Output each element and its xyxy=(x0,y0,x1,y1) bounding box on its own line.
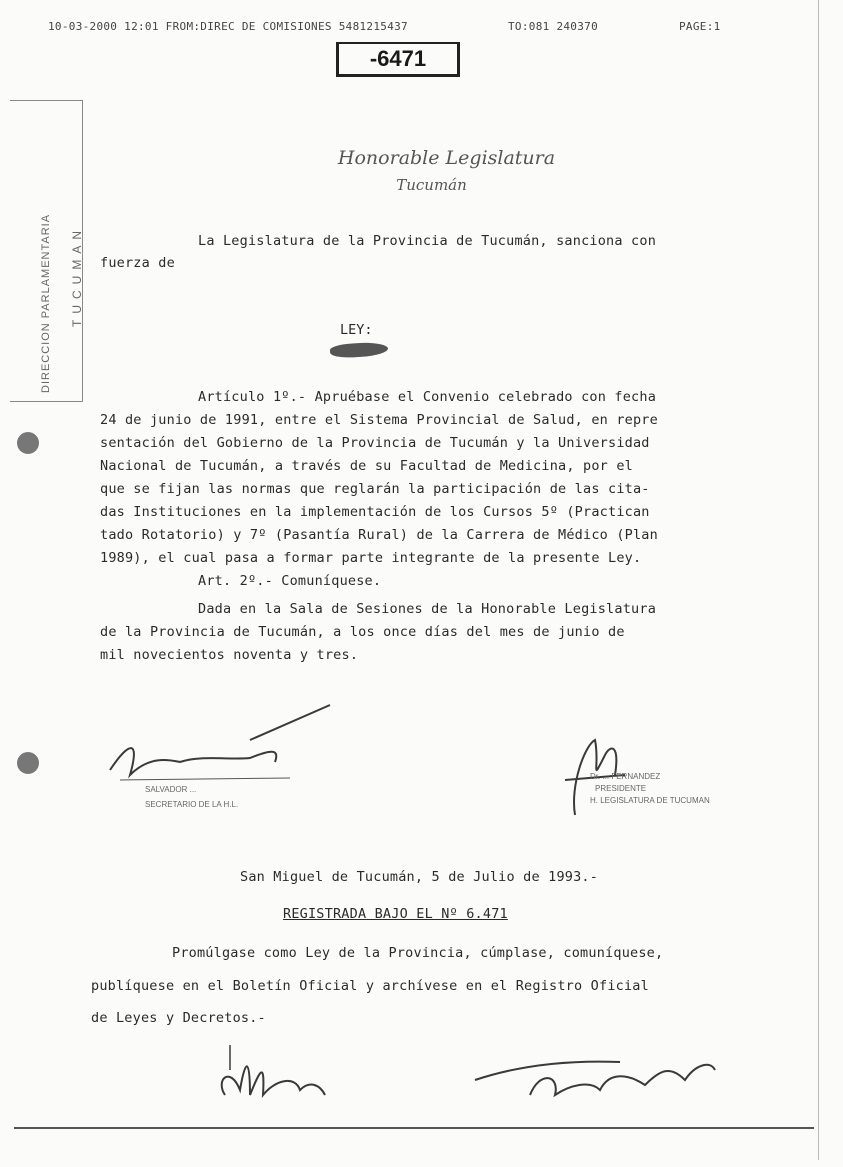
signature-left-caption: SECRETARIO DE LA H.L. xyxy=(145,800,239,809)
dada-line: de la Provincia de Tucumán, a los once días del mes de junio de xyxy=(100,624,625,640)
page-right-edge xyxy=(818,0,819,1160)
fax-header-page: PAGE:1 xyxy=(679,20,721,33)
side-stamp-line2: TUCUMAN xyxy=(70,225,84,327)
dada-line: mil novecientos noventa y tres. xyxy=(100,647,359,663)
article-1-line: tado Rotatorio) y 7º (Pasantía Rural) de la Carrera de Médico (Plan xyxy=(100,527,658,543)
signature-promulgation-left xyxy=(205,1040,345,1110)
article-1-line: Nacional de Tucumán, a través de su Facultad de Medicina, por el xyxy=(100,458,633,474)
dada-line: Dada en la Sala de Sesiones de la Honorable Legislatura xyxy=(198,601,657,617)
signature-right-caption: Dr. ... FERNANDEZ xyxy=(590,772,661,781)
preamble-line: fuerza de xyxy=(100,255,175,271)
article-1-line: 1989), el cual pasa a formar parte integrante de la presente Ley. xyxy=(100,550,642,566)
signature-left xyxy=(100,700,340,790)
signature-right-caption: H. LEGISLATURA DE TUCUMAN xyxy=(590,796,710,805)
article-1-line: sentación del Gobierno de la Provincia de Tucumán y la Universidad xyxy=(100,435,650,451)
article-1-line: Artículo 1º.- Apruébase el Convenio celebrado con fecha xyxy=(198,389,657,405)
ink-blot xyxy=(330,341,389,359)
article-2: Art. 2º.- Comuníquese. xyxy=(198,573,382,589)
fax-header-recipient: TO:081 240370 xyxy=(508,20,598,33)
article-1-line: 24 de junio de 1991, entre el Sistema Provincial de Salud, en repre xyxy=(100,412,658,428)
article-1-line: que se fijan las normas que reglarán la participación de las cita- xyxy=(100,481,650,497)
letterhead-place: Tucumán xyxy=(396,176,467,194)
page-bottom-rule xyxy=(14,1127,814,1129)
ley-heading: LEY: xyxy=(340,322,373,338)
law-number-stamp: -6471 xyxy=(336,42,460,77)
signature-right-caption: PRESIDENTE xyxy=(595,784,647,793)
side-stamp xyxy=(10,100,83,402)
punch-hole-icon xyxy=(17,752,39,774)
side-stamp-line1: DIRECCION PARLAMENTARIA xyxy=(40,213,52,393)
signature-promulgation-right xyxy=(470,1050,720,1110)
punch-hole-icon xyxy=(17,432,39,454)
fax-header-sender: 10-03-2000 12:01 FROM:DIREC DE COMISIONES 5481215437 xyxy=(48,20,408,33)
signature-left-caption: SALVADOR ... xyxy=(145,785,197,794)
preamble-line: La Legislatura de la Provincia de Tucumán, sanciona con xyxy=(198,233,657,249)
article-1-line: das Instituciones en la implementación de los Cursos 5º (Practican xyxy=(100,504,650,520)
promulgation-line: publíquese en el Boletín Oficial y archívese en el Registro Oficial xyxy=(91,978,649,994)
promulgation-line: de Leyes y Decretos.- xyxy=(91,1010,266,1026)
registration-number: REGISTRADA BAJO EL Nº 6.471 xyxy=(283,906,508,922)
letterhead-title: Honorable Legislatura xyxy=(337,147,556,169)
promulgation-line: Promúlgase como Ley de la Provincia, cúmplase, comuníquese, xyxy=(172,945,664,961)
place-date: San Miguel de Tucumán, 5 de Julio de 1993.- xyxy=(240,869,599,885)
